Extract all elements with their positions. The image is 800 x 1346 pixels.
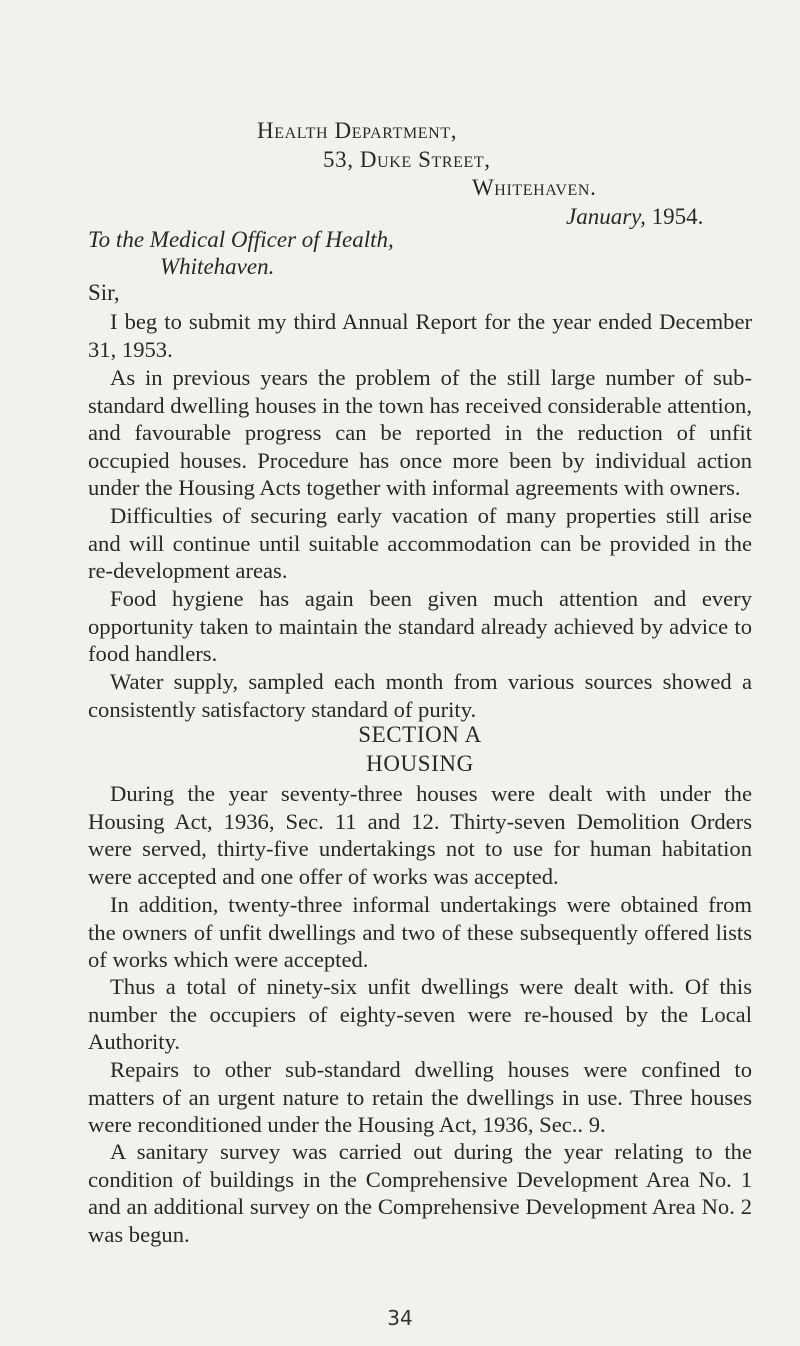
addressee-line-2: Whitehaven. xyxy=(160,254,275,279)
town-name: Whitehaven. xyxy=(472,175,597,200)
paragraph-problem: As in previous years the problem of the still large number of sub-standard dwelling houses in the town has received considerable attention, and favourable progress can be reported in the reduction of unfit occupied houses. Procedure has once more been by individual action under the Housing Acts together with informal agreements with owners. xyxy=(88,365,752,500)
salutation: Sir, xyxy=(88,280,120,305)
paragraph-housing-act: During the year seventy-three houses were dealt with under the Housing Act, 1936, Sec. 11 and 12. Thirty-seven Demolition Orders were served, thirty-five undertakings not to use for human habitation were accepted and one offer of works was accepted. xyxy=(88,781,752,889)
paragraph-repairs: Repairs to other sub-standard dwelling houses were confined to matters of an urgent nature to retain the dwellings in use. Three houses were reconditioned under the Housing Act, 1936, Sec.. 9. xyxy=(88,1057,752,1137)
paragraph-informal-undertakings: In addition, twenty-three informal undertakings were obtained from the owners of unfit dwellings and two of these subsequently offered lists of works which were accepted. xyxy=(88,892,752,972)
addressee-line-1: To the Medical Officer of Health, xyxy=(88,227,394,252)
date-month: January, xyxy=(566,204,646,229)
date-year: 1954. xyxy=(651,204,704,229)
page-number: 34 xyxy=(387,1306,413,1330)
department-name: Health Department, xyxy=(257,118,458,143)
paragraph-food-hygiene: Food hygiene has again been given much attention and every opportunity taken to maintain the standard already achieved by advice to food handlers. xyxy=(88,586,752,666)
section-title: SECTION A xyxy=(358,722,482,747)
paragraph-sanitary-survey: A sanitary survey was carried out during the year relating to the condition of buildings in the Comprehensive Development Area No. 1 and an additional survey on the Comprehensive Development Area No. 2 was begun. xyxy=(88,1139,752,1247)
letter-date xyxy=(566,204,703,230)
paragraph-intro: I beg to submit my third Annual Report for the year ended December 31, 1953. xyxy=(88,309,752,362)
paragraph-total-dwellings: Thus a total of ninety-six unfit dwellings were dealt with. Of this number the occupiers of eighty-seven were re-housed by the Local Authority. xyxy=(88,974,752,1054)
section-subtitle: HOUSING xyxy=(366,751,474,776)
paragraph-water-supply: Water supply, sampled each month from various sources showed a consistently satisfactory standard of purity. xyxy=(88,669,752,722)
paragraph-difficulties: Difficulties of securing early vacation of many properties still arise and will continue until suitable accommodation can be provided in the re-development areas. xyxy=(88,503,752,583)
street-address: 53, Duke Street, xyxy=(323,147,491,172)
